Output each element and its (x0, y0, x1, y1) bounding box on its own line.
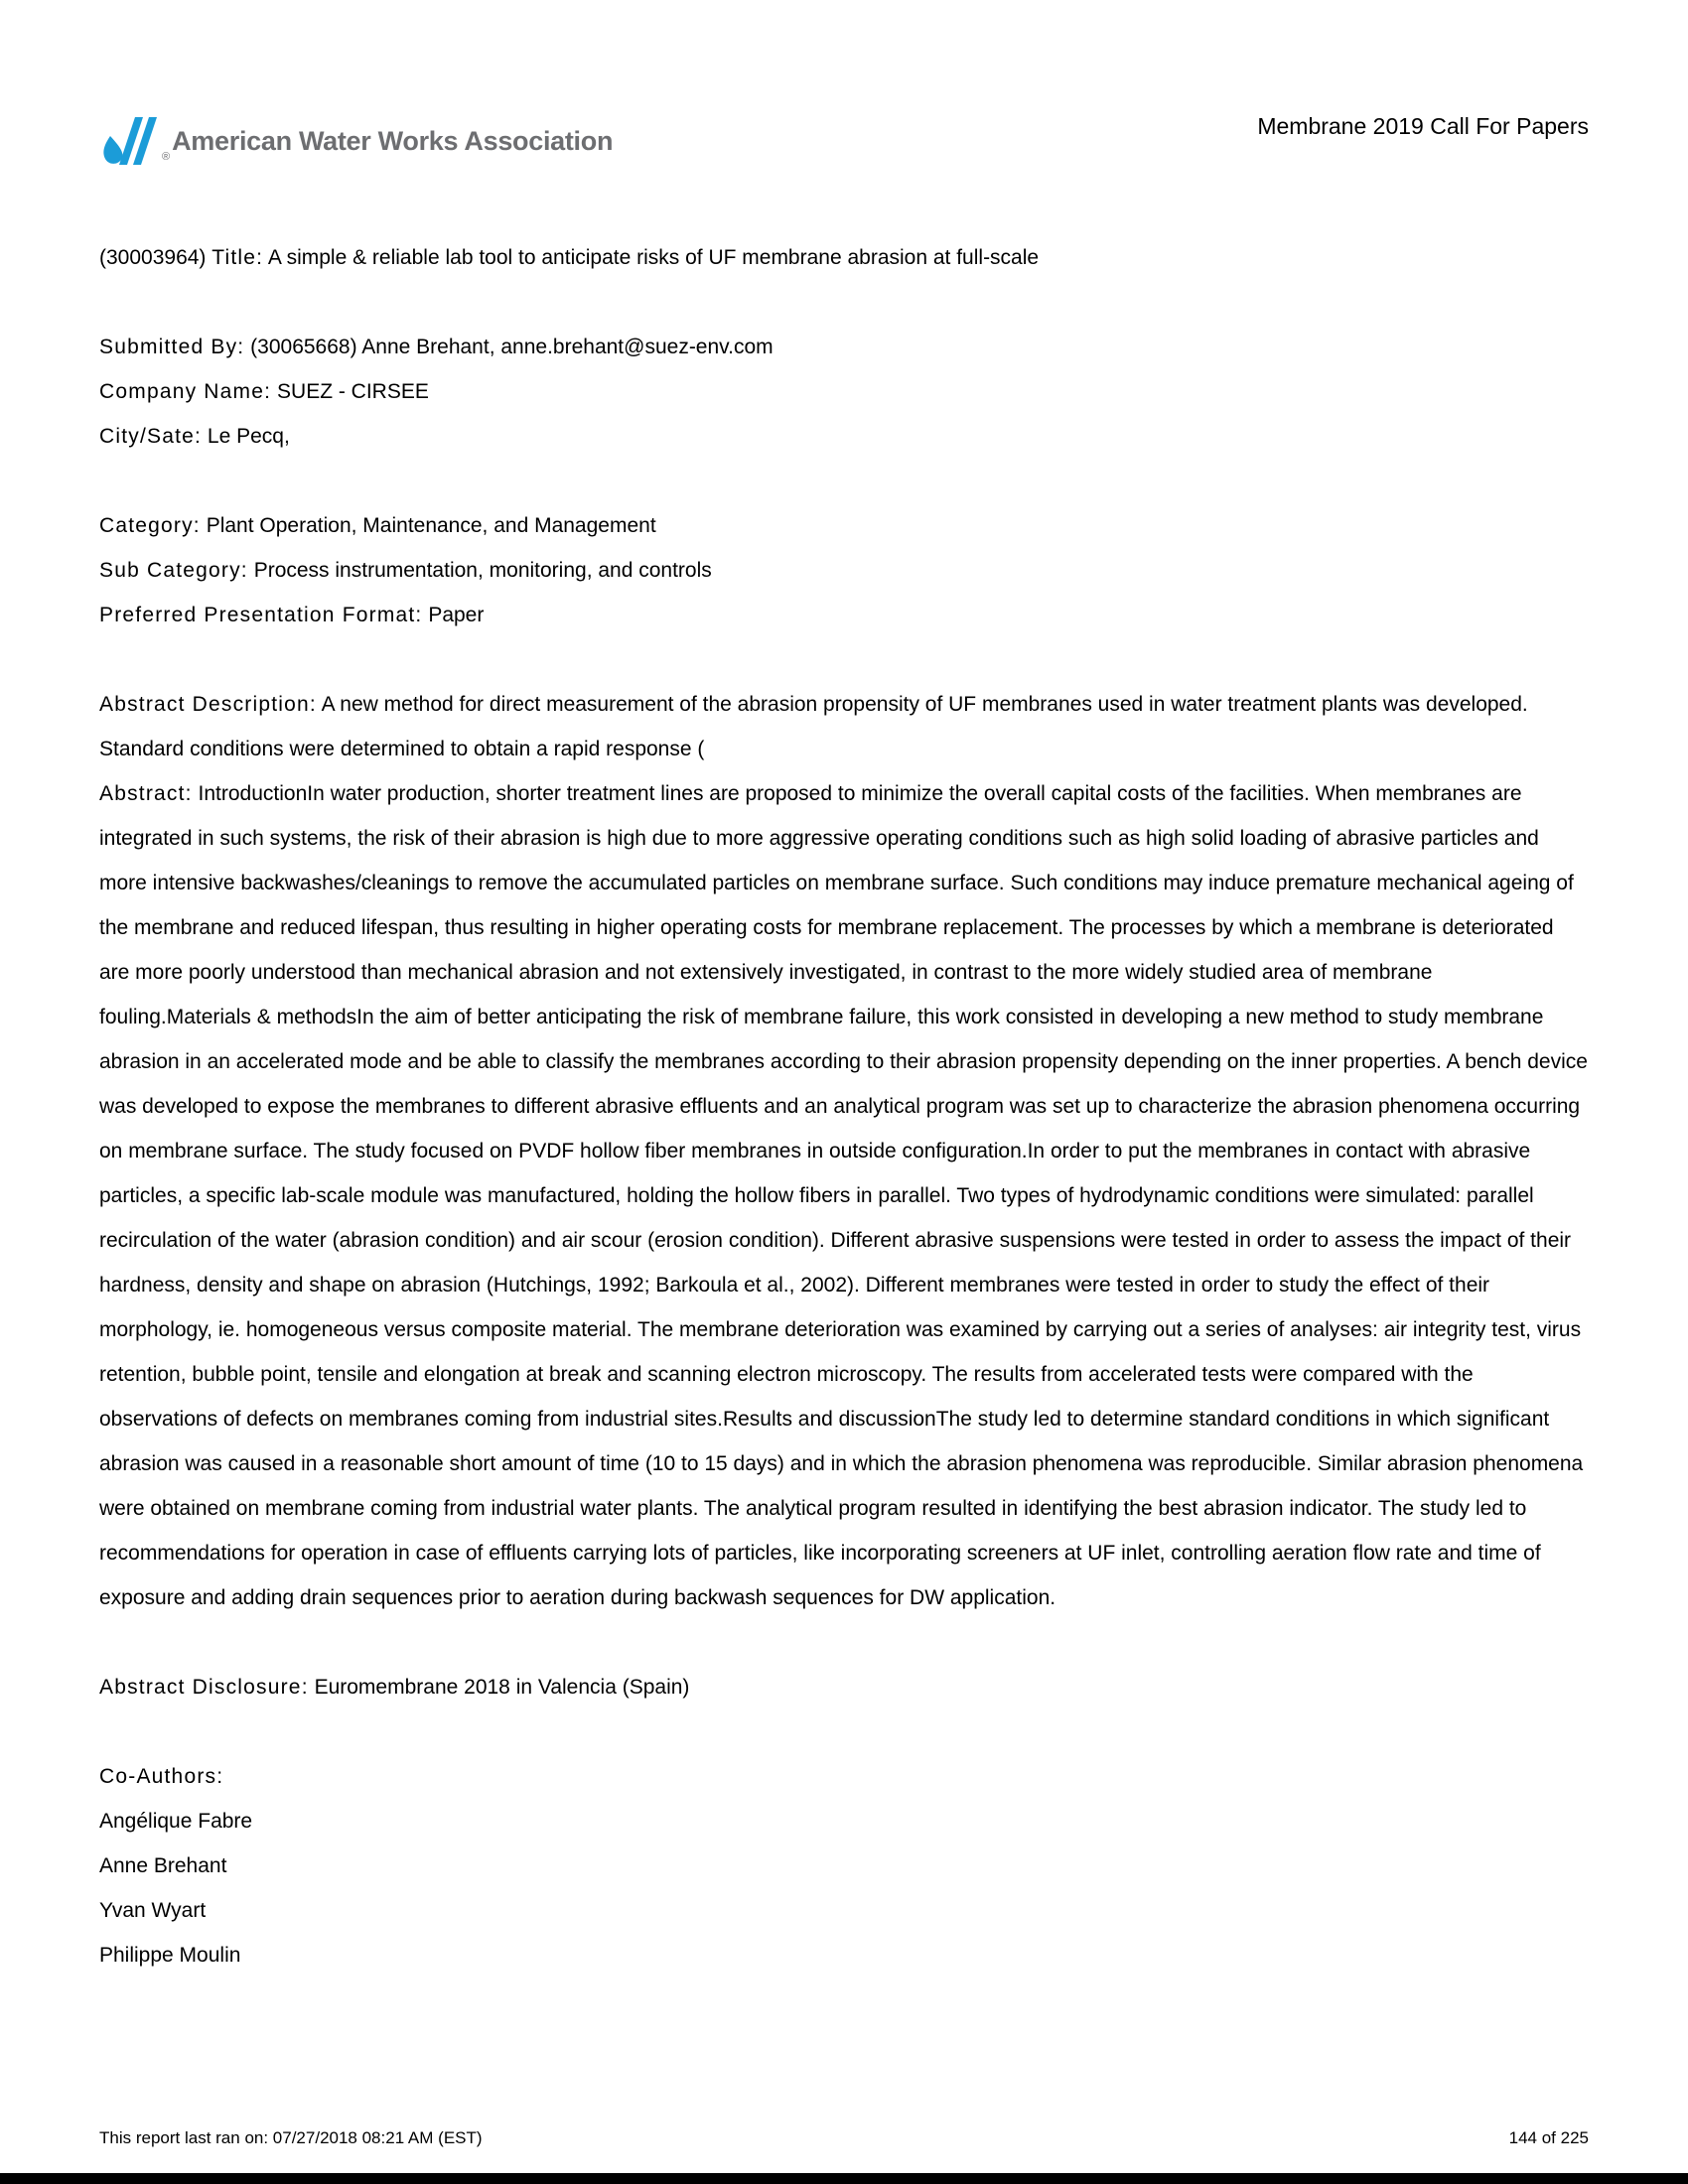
water-drop-logo-icon (99, 115, 161, 167)
city-state-label: City/Sate: (99, 425, 203, 448)
category-value: Plant Operation, Maintenance, and Management (206, 514, 656, 537)
awwa-logo (99, 115, 613, 167)
sub-category-value: Process instrumentation, monitoring, and controls (253, 559, 712, 582)
category-line (99, 503, 1589, 548)
co-author-name: Yvan Wyart (99, 1899, 207, 1922)
city-state-line (99, 414, 1589, 459)
page-footer (99, 2128, 1589, 2148)
abstract-disclosure-value: Euromembrane 2018 in Valencia (Spain) (314, 1676, 690, 1699)
disclosure-block (99, 1665, 1589, 1709)
abstract-description-paragraph (99, 682, 1589, 771)
co-author-name: Angélique Fabre (99, 1810, 253, 1833)
abstract-description-label: Abstract Description: (99, 693, 317, 716)
abstract-disclosure-line (99, 1665, 1589, 1709)
submission-title-line (99, 235, 1589, 280)
category-block (99, 503, 1589, 637)
submission-id: (30003964) (99, 246, 207, 269)
co-author-name: Philippe Moulin (99, 1944, 241, 1967)
co-author-name: Anne Brehant (99, 1854, 227, 1877)
abstract-block (99, 682, 1589, 1620)
city-state-value: Le Pecq, (207, 425, 290, 448)
preferred-format-label: Preferred Presentation Format: (99, 604, 423, 626)
abstract-paragraph (99, 771, 1589, 1620)
page-number: 144 of 225 (1508, 2128, 1589, 2147)
preferred-format-line (99, 593, 1589, 637)
co-authors-label: Co-Authors: (99, 1765, 224, 1788)
submitter-block (99, 325, 1589, 459)
submitted-by-value: (30065668) Anne Brehant, anne.brehant@suez-env.com (250, 336, 774, 358)
submitted-by-label: Submitted By: (99, 336, 245, 358)
company-name-line (99, 369, 1589, 414)
registered-trademark-symbol: ® (162, 151, 171, 163)
org-name-text: American Water Works Association (172, 125, 614, 156)
abstract-disclosure-label: Abstract Disclosure: (99, 1676, 309, 1699)
bottom-edge-bar (0, 2173, 1688, 2184)
page-header (99, 111, 1589, 171)
report-last-ran-text: This report last ran on: 07/27/2018 08:21 AM (EST) (99, 2128, 483, 2147)
abstract-description-text: A new method for direct measurement of the abrasion propensity of UF membranes used in water treatment plants was developed. Standard conditions were determined to obtain a rapid response ( (99, 693, 1528, 760)
sub-category-label: Sub Category: (99, 559, 248, 582)
category-label: Category: (99, 514, 201, 537)
submitted-by-line (99, 325, 1589, 369)
title-label: Title: (211, 246, 264, 269)
preferred-format-value: Paper (428, 604, 485, 626)
company-name-value: SUEZ - CIRSEE (277, 380, 429, 403)
company-name-label: Company Name: (99, 380, 272, 403)
report-title: Membrane 2019 Call For Papers (1257, 113, 1589, 139)
co-authors-block (99, 1754, 1589, 1978)
sub-category-line (99, 548, 1589, 593)
abstract-text: IntroductionIn water production, shorter treatment lines are proposed to minimize the overall capital costs of the facilities. When membranes are integrated in such systems, the risk of their abrasion is high due to more aggressive operating conditions such as high solid loading of abrasive particles and more intensive backwashes/cleanings to remove the accumulated particles on membrane surface. Such conditions may induce premature mechanical ageing of the membrane and reduced lifespan, thus resulting in higher operating costs for membrane replacement. The processes by which a membrane is deteriorated are more poorly understood than mechanical abrasion and not extensively investigated, in contrast to the more widely studied area of membrane fouling.Materials & methodsIn the aim of better anticipating the risk of membrane failure, this work consisted in developing a new method to study membrane abrasion in an accelerated mode and be able to classify the membranes according to their abrasion propensity depending on the inner properties. A bench device was developed to expose the membranes to different abrasive effluents and an analytical program was set up to characterize the abrasion phenomena occurring on membrane surface. The study focused on PVDF hollow fiber membranes in outside configuration.In order to put the membranes in contact with abrasive particles, a specific lab-scale module was manufactured, holding the hollow fibers in parallel. Two types of hydrodynamic conditions were simulated: parallel recirculation of the water (abrasion condition) and air scour (erosion condition). Different abrasive suspensions were tested in order to assess the impact of their hardness, density and shape on abrasion (Hutchings, 1992; Barkoula et al., 2002). Different membranes were tested in order to study the effect of their morphology, ie. homogeneous versus composite material. The membrane deterioration was examined by carrying out a series of analyses: air integrity test, virus retention, bubble point, tensile and elongation at break and scanning electron microscopy. The results from accelerated tests were compared with the observations of defects on membranes coming from industrial sites.Results and discussionThe study led to determine standard conditions in which significant abrasion was caused in a reasonable short amount of time (10 to 15 days) and in which the abrasion phenomena was reproducible. Similar abrasion phenomena were obtained on membrane coming from industrial water plants. The analytical program resulted in identifying the best abrasion indicator. The study led to recommendations for operation in case of effluents carrying lots of particles, like incorporating screeners at UF inlet, controlling aeration flow rate and time of exposure and adding drain sequences prior to aeration during backwash sequences for DW application. (99, 782, 1588, 1609)
abstract-label: Abstract: (99, 782, 193, 805)
title-value: A simple & reliable lab tool to anticipate risks of UF membrane abrasion at full-scale (267, 246, 1040, 269)
